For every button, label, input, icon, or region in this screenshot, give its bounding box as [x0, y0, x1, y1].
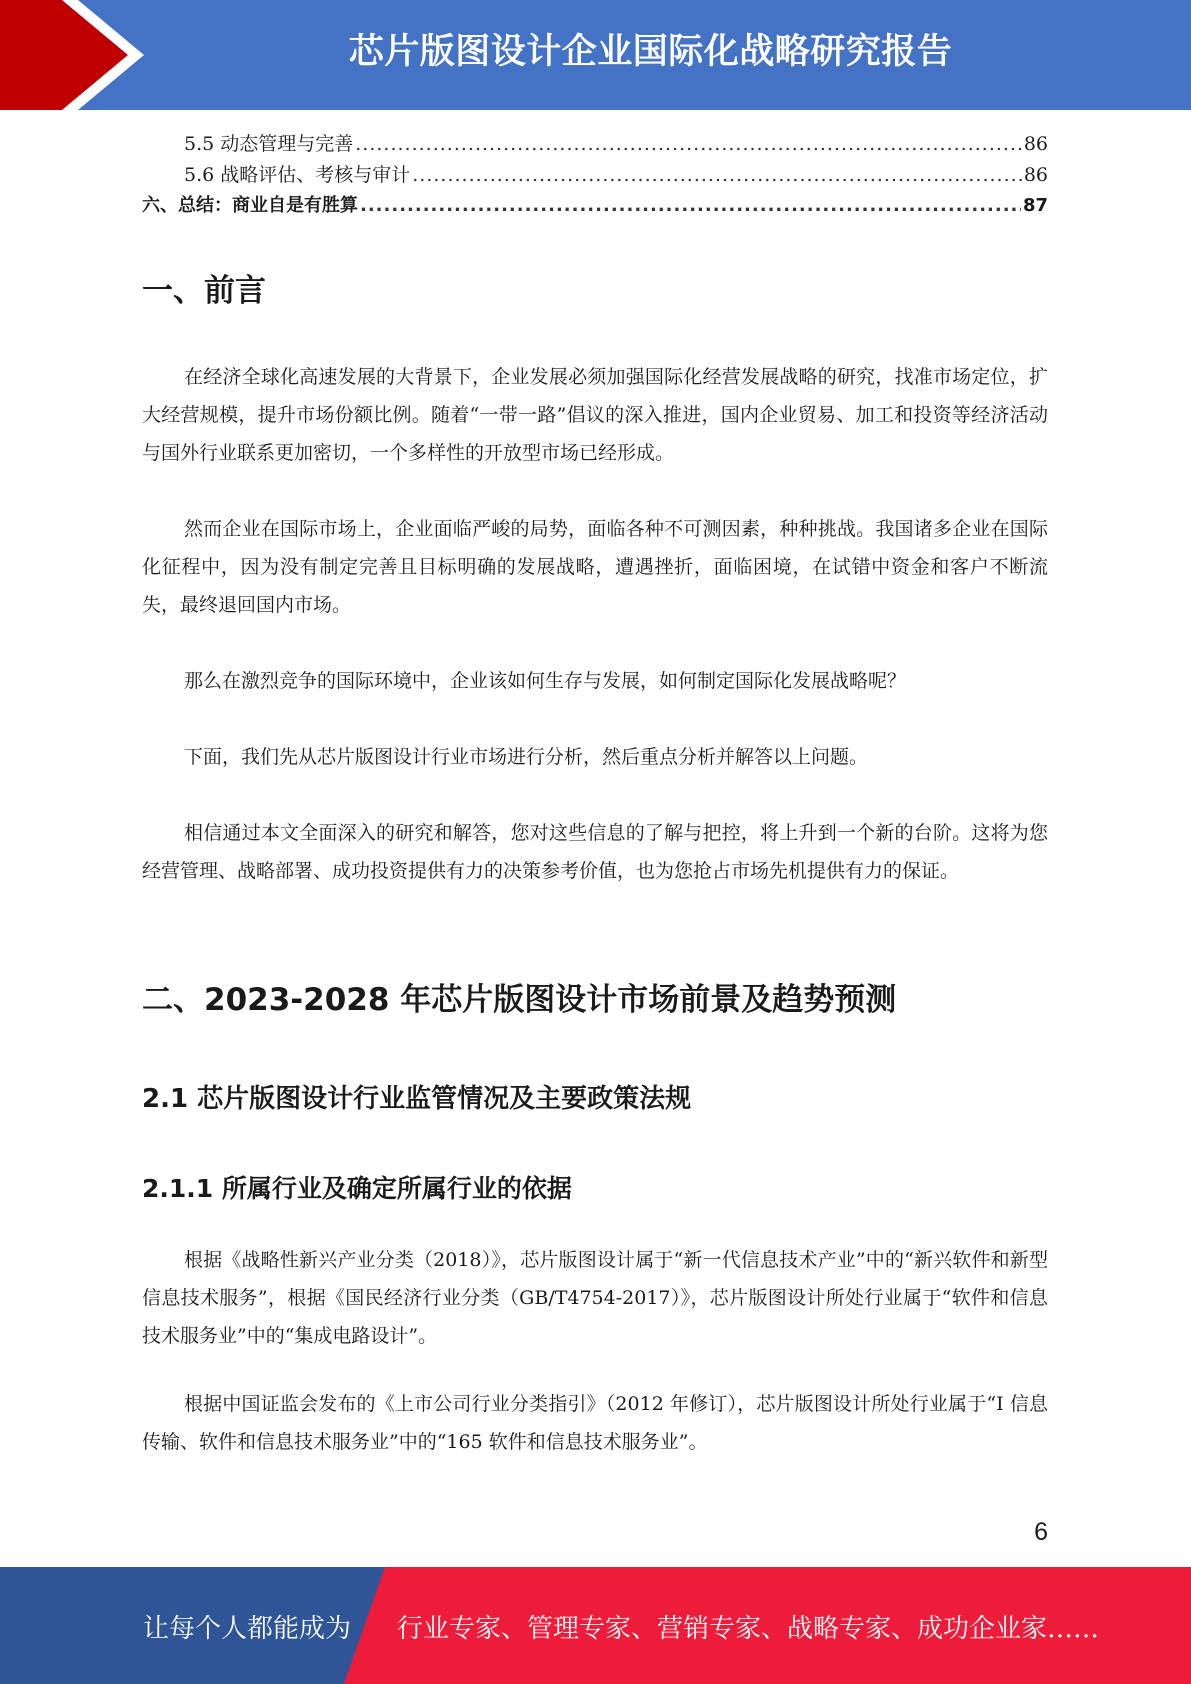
paragraph: 相信通过本文全面深入的研究和解答，您对这些信息的了解与把控，将上升到一个新的台阶。这将为您经营管理、战略部署、成功投资提供有力的决策参考价值，也为您抢占市场先机提供有力的保证。: [142, 822, 1048, 882]
toc-leader-dots: [360, 195, 1021, 216]
footer-slogan-right: 行业专家、管理专家、营销专家、战略专家、成功企业家……: [397, 1614, 1100, 1644]
paragraph: 然而企业在国际市场上，企业面临严峻的局势，面临各种不可测因素，种种挑战。我国诸多企业在国际化征程中，因为没有制定完善且目标明确的发展战略，遭遇挫折，面临困境，在试错中资金和客户不断流失，最终退回国内市场。: [142, 518, 1048, 616]
toc-entry-label: 六、总结：商业自是有胜算: [142, 195, 358, 216]
paragraph: 在经济全球化高速发展的大背景下，企业发展必须加强国际化经营发展战略的研究，找准市场定位，扩大经营规模，提升市场份额比例。随着“一带一路”倡议的深入推进，国内企业贸易、加工和投资等经济活动与国外行业联系更加密切，一个多样性的开放型市场已经形成。: [142, 366, 1048, 464]
paragraph: 那么在激烈竞争的国际环境中，企业该如何生存与发展，如何制定国际化发展战略呢？: [184, 670, 907, 692]
paragraph: 根据中国证监会发布的《上市公司行业分类指引》（2012 年修订），芯片版图设计所处行业属于“I 信息传输、软件和信息技术服务业”中的“165 软件和信息技术服务业”。: [142, 1393, 1048, 1453]
chevron-arrow-icon: [0, 0, 160, 110]
paragraph: 下面，我们先从芯片版图设计行业市场进行分析，然后重点分析并解答以上问题。: [184, 746, 869, 768]
report-title: 芯片版图设计企业国际化战略研究报告: [348, 32, 953, 72]
toc-entry[interactable]: [142, 129, 1048, 157]
toc-leader-dots: [412, 164, 1022, 186]
toc-leader-dots: [355, 133, 1022, 155]
footer-slogan-left: 让每个人都能成为: [143, 1614, 352, 1644]
toc-entry-label: 5.6 战略评估、考核与审计: [184, 164, 411, 186]
paragraph: 根据《战略性新兴产业分类（2018）》，芯片版图设计属于“新一代信息技术产业”中的“新兴软件和新型信息技术服务”，根据《国民经济行业分类（GB/T4754-2017）》，芯片版图设计所处行业属于“软件和信息技术服务业”中的“集成电路设计”。: [142, 1249, 1048, 1347]
page-number: 6: [1034, 1518, 1048, 1546]
section-heading-preface: 一、前言: [142, 273, 266, 309]
subsubsection-heading: 2.1.1 所属行业及确定所属行业的依据: [142, 1174, 572, 1203]
toc-entry-page: 86: [1023, 164, 1048, 186]
section-heading-forecast: 二、2023-2028 年芯片版图设计市场前景及趋势预测: [142, 982, 897, 1018]
toc-entry[interactable]: [142, 160, 1048, 188]
toc-entry-label: 5.5 动态管理与完善: [184, 133, 354, 155]
toc-entry-page: 86: [1023, 133, 1048, 155]
page-footer: [0, 1567, 1191, 1684]
subsection-heading: 2.1 芯片版图设计行业监管情况及主要政策法规: [142, 1084, 692, 1114]
toc-entry[interactable]: [142, 191, 1048, 219]
page-header: [0, 0, 1191, 110]
toc-entry-page: 87: [1022, 195, 1048, 216]
